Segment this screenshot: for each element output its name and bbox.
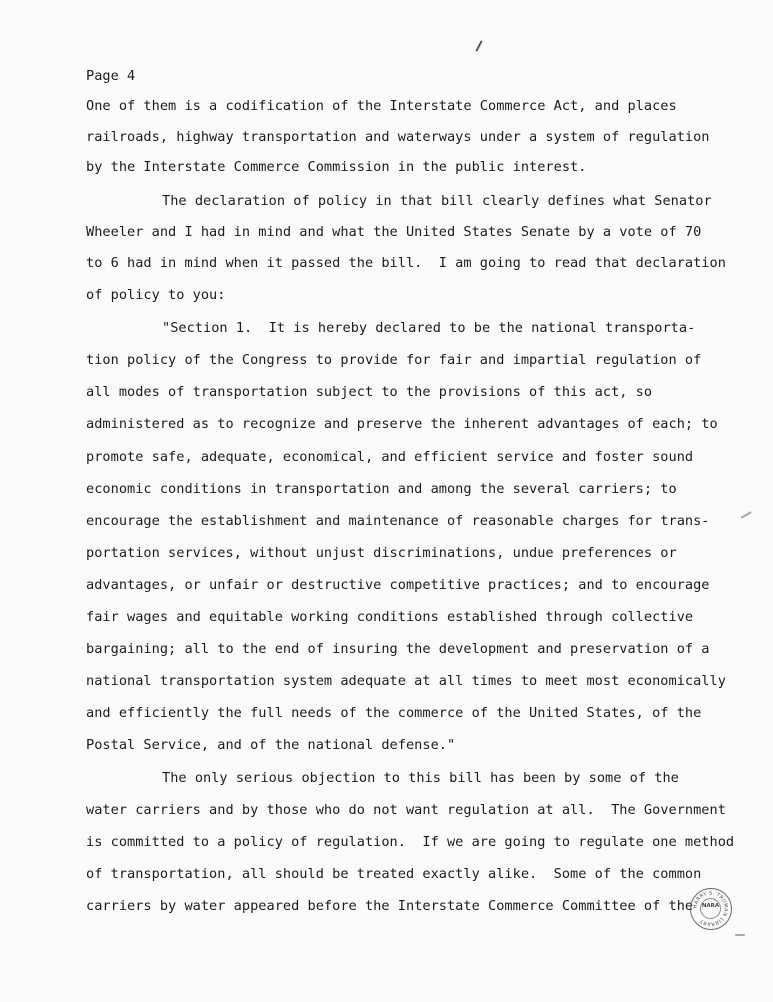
text-line: The only serious objection to this bill has been by some of the: [162, 770, 679, 786]
text-line: "Section 1. It is hereby declared to be the national transporta-: [162, 320, 696, 336]
text-line: portation services, without unjust discriminations, undue preferences or: [86, 545, 677, 561]
text-line: to 6 had in mind when it passed the bill. I am going to read that declaration: [86, 255, 726, 271]
text-line: of transportation, all should be treated exactly alike. Some of the common: [86, 866, 702, 882]
text-line: bargaining; all to the end of insuring the development and preservation of a: [86, 641, 710, 657]
page-number: Page 4: [86, 68, 136, 84]
text-line: tion policy of the Congress to provide for fair and impartial regulation of: [86, 352, 702, 368]
text-line: The declaration of policy in that bill clearly defines what Senator: [162, 193, 712, 209]
text-line: national transportation system adequate at all times to meet most economically: [86, 673, 726, 689]
text-line: advantages, or unfair or destructive competitive practices; and to encourage: [86, 577, 710, 593]
text-line: fair wages and equitable working conditions established through collective: [86, 609, 694, 625]
text-line: all modes of transportation subject to the provisions of this act, so: [86, 384, 653, 400]
stamp-center-text: NARA: [701, 903, 720, 909]
stray-mark: [735, 934, 745, 936]
stamp-ring-text: HARRY S. TRUMAN LIBRARY: [692, 890, 729, 927]
text-line: and efficiently the full needs of the commerce of the United States, of the: [86, 705, 702, 721]
text-line: carriers by water appeared before the Interstate Commerce Committee of the: [86, 898, 694, 914]
text-line: Postal Service, and of the national defense.": [86, 737, 456, 753]
stray-mark: [475, 40, 482, 52]
text-line: water carriers and by those who do not want regulation at all. The Government: [86, 802, 726, 818]
text-line: economic conditions in transportation and among the several carriers; to: [86, 481, 677, 497]
library-stamp: [690, 888, 732, 930]
text-line: administered as to recognize and preserve the inherent advantages of each; to: [86, 416, 718, 432]
text-line: railroads, highway transportation and waterways under a system of regulation: [86, 129, 710, 145]
text-line: of policy to you:: [86, 287, 226, 303]
text-line: One of them is a codification of the Interstate Commerce Act, and places: [86, 98, 677, 114]
text-line: encourage the establishment and maintenance of reasonable charges for trans-: [86, 513, 710, 529]
text-line: Wheeler and I had in mind and what the United States Senate by a vote of 70: [86, 224, 702, 240]
text-line: promote safe, adequate, economical, and efficient service and foster sound: [86, 449, 694, 465]
text-line: by the Interstate Commerce Commission in the public interest.: [86, 159, 587, 175]
text-line: is committed to a policy of regulation. If we are going to regulate one method: [86, 834, 735, 850]
stray-mark: [740, 511, 751, 518]
